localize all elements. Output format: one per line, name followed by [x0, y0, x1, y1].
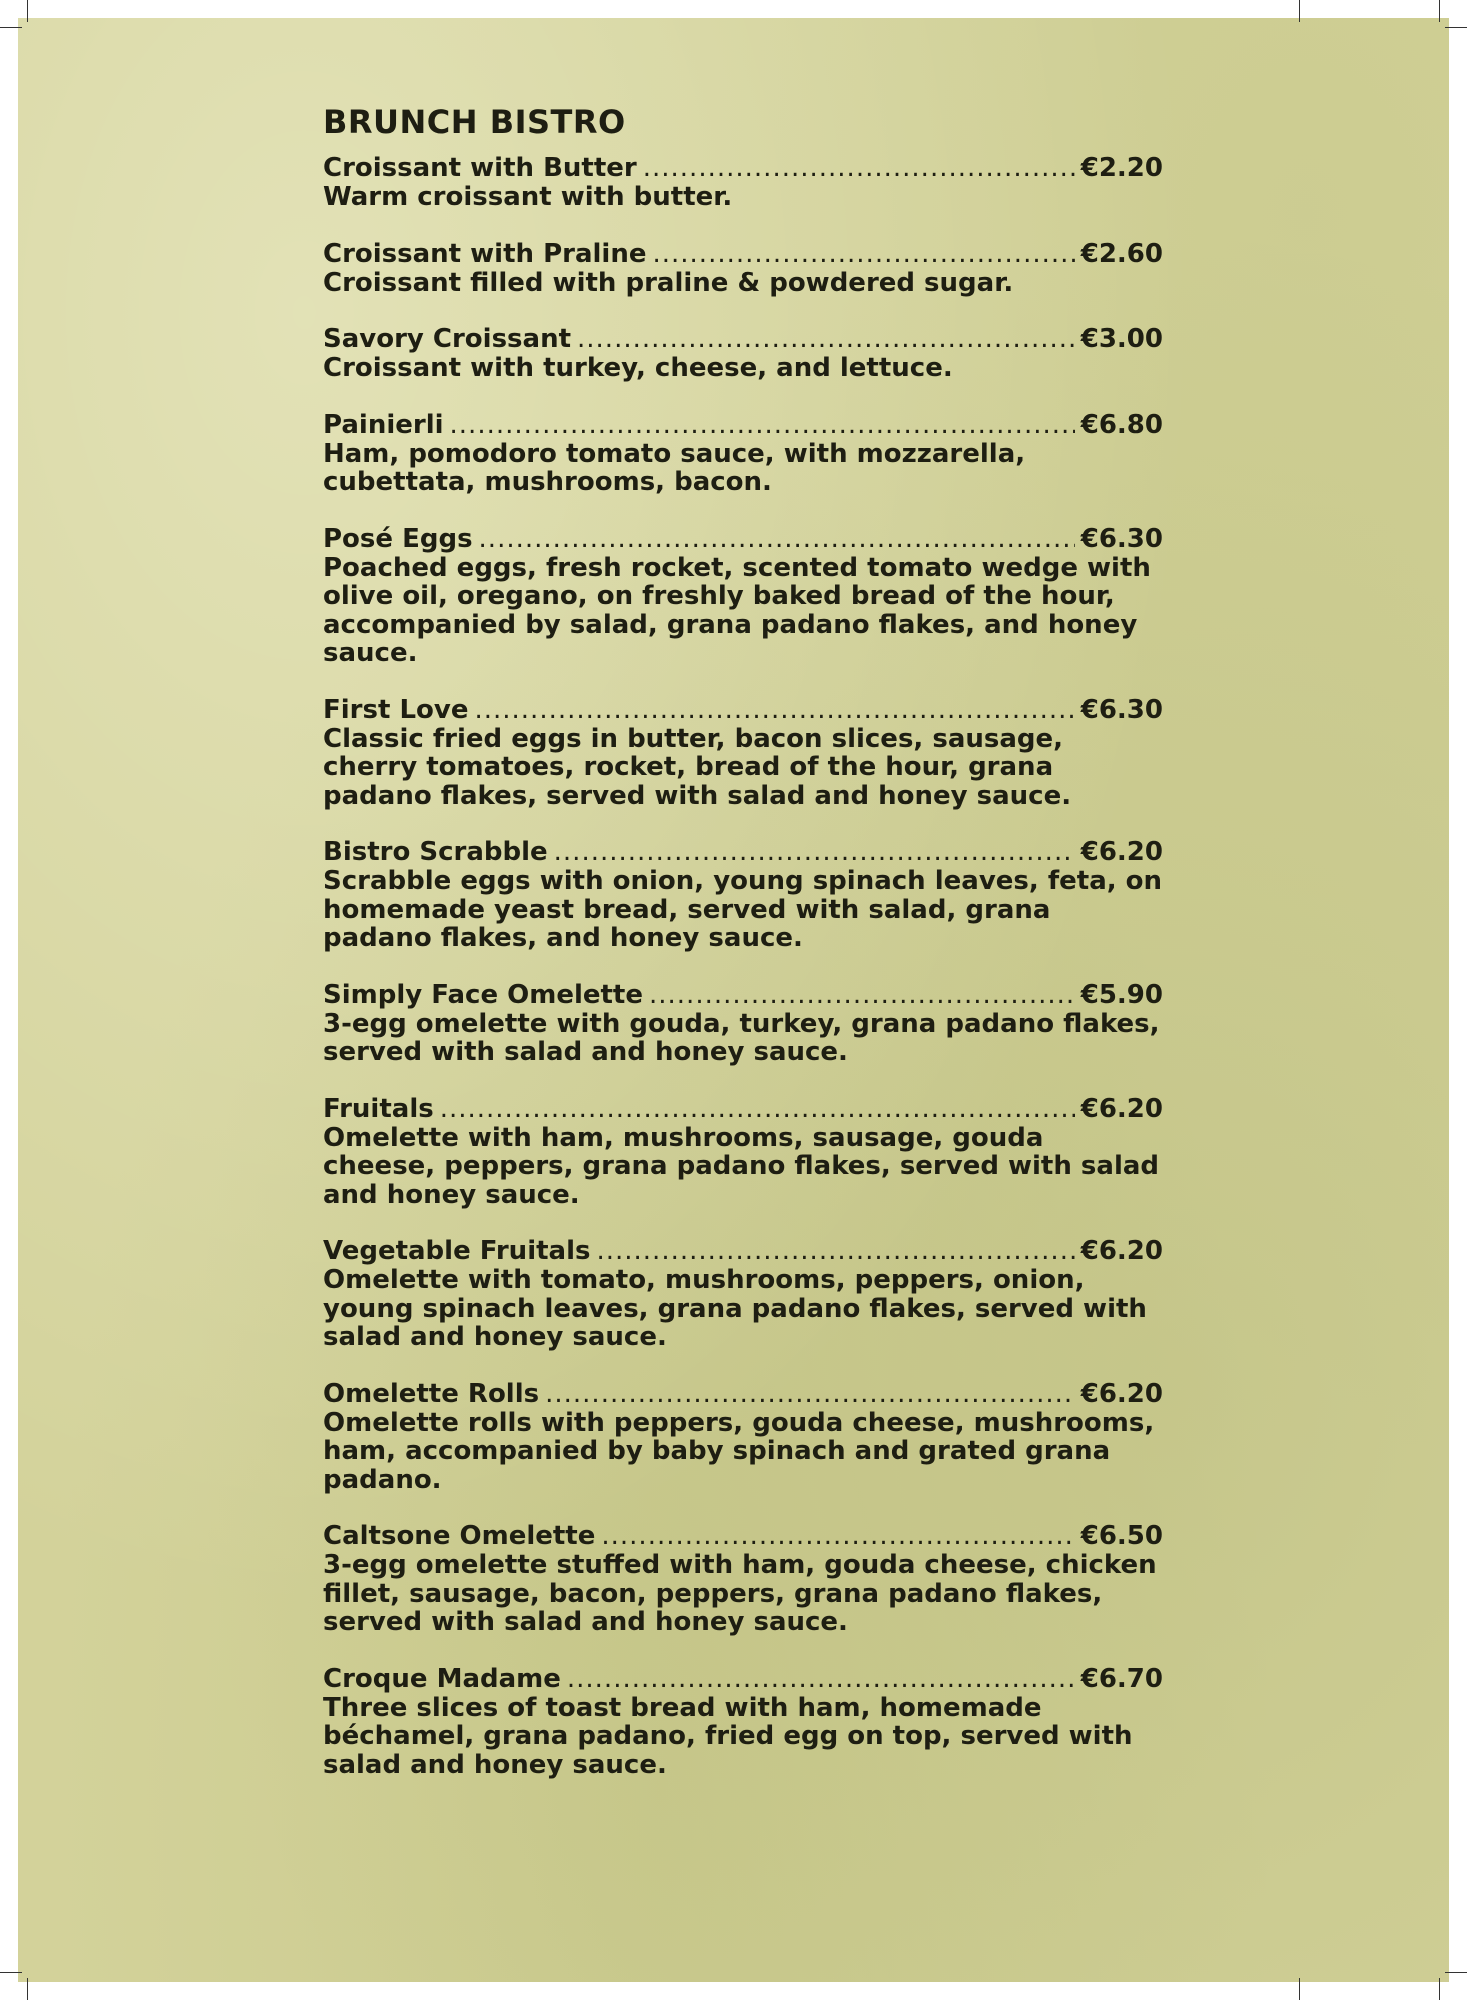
crop-mark-top-left-v	[27, 0, 28, 22]
menu-item-description: Scrabble eggs with onion, young spinach leaves, feta, on homemade yeast bread, served with salad, grana padano flakes, and honey sauce.	[323, 866, 1163, 953]
dot-leader	[596, 1237, 1074, 1266]
crop-mark-top-right-v2	[1439, 0, 1440, 22]
crop-mark-top-right-v	[1299, 0, 1300, 22]
menu-item-price: €2.60	[1080, 238, 1163, 269]
menu-item	[323, 1095, 1163, 1210]
menu-item-name: Savory Croissant	[323, 324, 572, 354]
menu-item-price: €6.80	[1080, 409, 1163, 440]
menu-item	[323, 525, 1163, 668]
dot-leader	[450, 411, 1075, 440]
menu-item-description: Three slices of toast bread with ham, homemade béchamel, grana padano, fried egg on top, served with salad and honey sauce.	[323, 1692, 1133, 1780]
dot-leader	[474, 696, 1074, 725]
menu-item-price: €3.00	[1080, 324, 1163, 354]
menu-item	[323, 1522, 1163, 1637]
menu-item-header	[323, 981, 1163, 1010]
crop-mark-top-left-h	[0, 27, 22, 28]
dot-leader	[649, 981, 1075, 1010]
crop-mark-bottom-right-v2	[1439, 1978, 1440, 2000]
dot-leader	[440, 1095, 1075, 1124]
menu-item-header	[323, 525, 1163, 554]
menu-item-price: €2.20	[1080, 153, 1163, 183]
menu-item-header	[323, 1522, 1163, 1551]
menu-item-header	[323, 838, 1163, 867]
menu-item-name: Posé Eggs	[323, 523, 473, 554]
menu-item-list	[323, 154, 1163, 1779]
dot-leader	[643, 154, 1075, 183]
menu-item-name: Vegetable Fruitals	[323, 1236, 591, 1266]
menu-item-price: €6.30	[1080, 523, 1163, 554]
crop-mark-top-right-h	[1445, 27, 1467, 28]
menu-item	[323, 154, 1163, 212]
menu-item-header	[323, 1665, 1163, 1694]
crop-mark-bottom-left-v	[27, 1978, 28, 2000]
menu-item-name: Caltsone Omelette	[323, 1521, 596, 1551]
menu-item	[323, 411, 1163, 497]
menu-section	[323, 102, 1163, 1807]
menu-item-name: Painierli	[323, 409, 444, 440]
menu-item-price: €6.70	[1080, 1663, 1163, 1694]
menu-title: BRUNCH BISTRO	[323, 103, 626, 141]
menu-item-description: 3-egg omelette stuffed with ham, gouda cheese, chicken fillet, sausage, bacon, peppers, grana padano flakes, served with salad and honey sauce.	[323, 1550, 1157, 1637]
menu-item	[323, 838, 1163, 953]
menu-item-price: €6.20	[1080, 1378, 1163, 1409]
menu-item-description: Omelette with tomato, mushrooms, peppers, onion, young spinach leaves, grana padano flakes, served with salad and honey sauce.	[323, 1265, 1147, 1352]
menu-item-description: Poached eggs, fresh rocket, scented tomato wedge with olive oil, oregano, on freshly baked bread of the hour, accompanied by salad, grana padano flakes, and honey sauce.	[323, 552, 1151, 668]
menu-item-description: Classic fried eggs in butter, bacon slices, sausage, cherry tomatoes, rocket, bread of the hour, grana padano flakes, served with salad and honey sauce.	[323, 723, 1072, 811]
dot-leader	[554, 838, 1075, 867]
dot-leader	[545, 1380, 1075, 1409]
menu-item-price: €6.20	[1080, 1236, 1163, 1266]
menu-item	[323, 1665, 1163, 1780]
crop-mark-bottom-right-v	[1299, 1978, 1300, 2000]
menu-item-header	[323, 240, 1163, 269]
menu-item-name: First Love	[323, 694, 469, 725]
dot-leader	[479, 525, 1075, 554]
menu-item-header	[323, 411, 1163, 440]
menu-item-price: €6.50	[1080, 1521, 1163, 1551]
menu-item-header	[323, 154, 1163, 183]
menu-item-price: €5.90	[1080, 979, 1163, 1010]
menu-item-name: Simply Face Omelette	[323, 979, 643, 1010]
dot-leader	[567, 1665, 1075, 1694]
dot-leader	[577, 325, 1075, 354]
menu-item-name: Croque Madame	[323, 1663, 561, 1694]
menu-item-description: Croissant filled with praline & powdered sugar.	[323, 267, 1014, 298]
crop-mark-bottom-left-h	[0, 1972, 22, 1973]
menu-item	[323, 325, 1163, 383]
menu-item-description: Croissant with turkey, cheese, and lettuce.	[323, 353, 953, 383]
menu-item	[323, 1237, 1163, 1352]
menu-item-header	[323, 1095, 1163, 1124]
menu-item-header	[323, 696, 1163, 725]
menu-item-description: Ham, pomodoro tomato sauce, with mozzarella, cubettata, mushrooms, bacon.	[323, 438, 1026, 497]
menu-item-price: €6.20	[1080, 1093, 1163, 1124]
menu-item-header	[323, 325, 1163, 354]
menu-item-price: €6.20	[1080, 837, 1163, 867]
menu-item	[323, 1380, 1163, 1495]
menu-item	[323, 240, 1163, 298]
menu-item-name: Bistro Scrabble	[323, 837, 548, 867]
menu-item	[323, 981, 1163, 1067]
menu-item-description: Omelette rolls with peppers, gouda cheese, mushrooms, ham, accompanied by baby spinach and grated grana padano.	[323, 1407, 1155, 1495]
menu-item-name: Fruitals	[323, 1093, 434, 1124]
dot-leader	[601, 1522, 1074, 1551]
crop-mark-bottom-right-h	[1445, 1972, 1467, 1973]
menu-item-header	[323, 1237, 1163, 1266]
menu-item-name: Croissant with Praline	[323, 238, 647, 269]
dot-leader	[652, 240, 1074, 269]
menu-item-description: Omelette with ham, mushrooms, sausage, gouda cheese, peppers, grana padano flakes, served with salad and honey sauce.	[323, 1122, 1160, 1210]
menu-item-name: Omelette Rolls	[323, 1378, 540, 1409]
menu-item-description: Warm croissant with butter.	[323, 182, 733, 212]
menu-item-description: 3-egg omelette with gouda, turkey, grana padano flakes, served with salad and honey sauce.	[323, 1008, 1160, 1067]
menu-item-name: Croissant with Butter	[323, 153, 637, 183]
menu-item-price: €6.30	[1080, 694, 1163, 725]
menu-item-header	[323, 1380, 1163, 1409]
menu-item	[323, 696, 1163, 811]
